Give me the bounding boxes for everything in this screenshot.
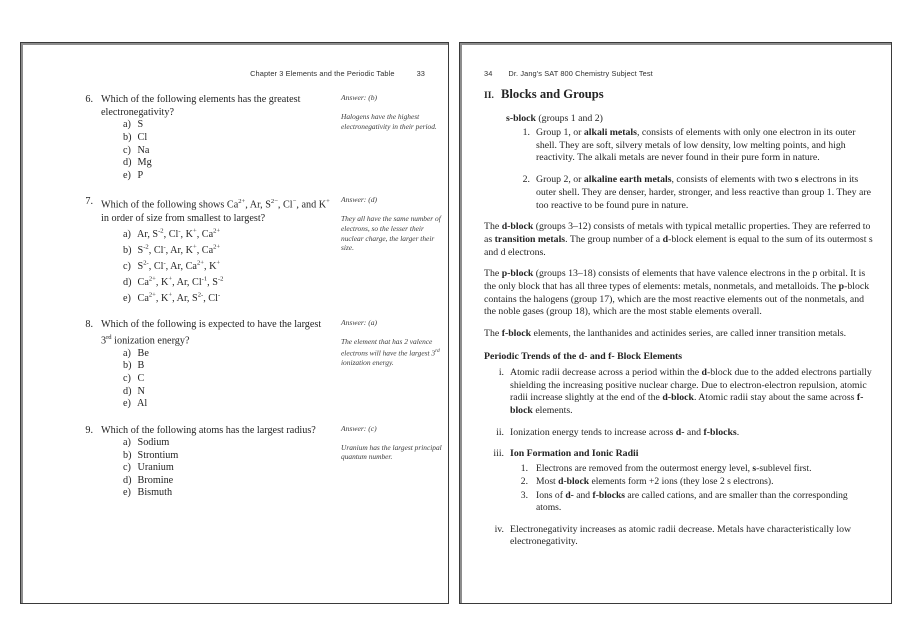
right-page xyxy=(459,42,892,604)
body-paragraph: The f-block elements, the lanthanides and actinides series, are called inner transition metals. xyxy=(484,328,847,340)
list-marker: 3. xyxy=(520,489,528,501)
body-paragraph: The d-block (groups 3–12) consists of metals with typical metallic properties. They are referred to as transition metals. The group number of a d-block element is equal to the sum of its outermost s and d electrons. xyxy=(484,221,873,258)
question-option[interactable] xyxy=(123,348,333,361)
question-option[interactable] xyxy=(123,289,333,305)
option-label: d) xyxy=(123,157,132,169)
question-option[interactable] xyxy=(123,386,333,399)
s-block-label: s-block (groups 1 and 2) xyxy=(506,113,603,124)
question-options xyxy=(101,437,333,500)
list-item: iii. Ion Formation and Ionic Radii 1. Electrons are removed from the outermost energy level, s-sublevel first. 2. Most d-block elements form +2 ions (they lose 2 s electrons). 3. Ions of d- and f-blocks are called cations, and are smaller than the corresponding atoms. xyxy=(484,448,874,514)
question-number: 8. xyxy=(85,319,93,331)
list-marker: iii. xyxy=(493,448,504,460)
question-stem: Which of the following atoms has the largest radius? xyxy=(101,424,316,436)
question-block xyxy=(79,423,442,500)
list-item: i. Atomic radii decrease across a period within the d-block due to the added electrons partially shielding the increasing positive nuclear charge. Due to electron-electron repulsion, atomic radii increase slightly at the end of the d-block. Atomic radii stay about the same across f-block elements. xyxy=(484,367,874,418)
sub-list-item: 2. Most d-block elements form +2 ions (they lose 2 s electrons). xyxy=(510,476,874,488)
option-label: d) xyxy=(123,276,132,288)
question-options xyxy=(101,225,333,305)
question-row xyxy=(79,195,439,305)
option-text: $S^{2-}$, Cl-, Ar, $Ca^{2+}$, K+ xyxy=(137,259,221,272)
question-block xyxy=(79,318,439,411)
question-option[interactable] xyxy=(123,475,333,488)
block-paragraphs xyxy=(484,221,874,341)
question-option[interactable] xyxy=(123,398,333,411)
question-list xyxy=(79,93,442,513)
option-label: c) xyxy=(123,373,131,385)
question-option[interactable] xyxy=(123,462,333,475)
question-option[interactable] xyxy=(123,119,333,132)
sub-list xyxy=(510,463,874,515)
left-page-content xyxy=(21,43,448,603)
list-marker: 1. xyxy=(522,127,530,138)
question-row xyxy=(79,93,439,182)
option-text: Bromine xyxy=(137,474,174,486)
answer-explanation: The element that has 2 valence electrons will have the largest 3rd ionization energy. xyxy=(341,337,440,367)
question-block xyxy=(79,93,439,182)
answer-annotation xyxy=(341,195,445,252)
option-text: Na xyxy=(137,144,150,156)
answer-key: Answer: (c) xyxy=(341,423,377,433)
question-number: 7. xyxy=(85,196,93,208)
question-option[interactable] xyxy=(123,145,333,158)
list-marker: iv. xyxy=(494,523,504,535)
option-text: C xyxy=(137,373,145,385)
question-option[interactable] xyxy=(123,257,333,273)
question-options xyxy=(101,119,333,182)
list-marker: 2. xyxy=(520,476,528,488)
option-text: S xyxy=(137,119,144,131)
question-body xyxy=(101,424,333,500)
option-text: $Ca^{2+}$, K+, Ar, $Cl^{-1}$, $S^{-2}$ xyxy=(137,275,224,288)
option-label: b) xyxy=(123,449,132,461)
option-label: c) xyxy=(123,144,131,156)
right-page-body xyxy=(484,87,874,558)
question-option[interactable] xyxy=(123,225,333,241)
right-page-content xyxy=(460,43,891,603)
option-text: Al xyxy=(136,398,148,410)
option-label: c) xyxy=(123,260,131,272)
option-text: Bismuth xyxy=(137,487,173,499)
s-block-list xyxy=(484,127,874,212)
option-text: N xyxy=(137,385,145,397)
option-text: Uranium xyxy=(137,462,174,474)
question-option[interactable] xyxy=(123,273,333,289)
option-label: d) xyxy=(123,385,132,397)
periodic-trends-heading: Periodic Trends of the d- and f- Block Elements xyxy=(484,350,683,362)
answer-explanation: Uranium has the largest principal quantum number. xyxy=(341,442,442,462)
option-label: e) xyxy=(123,398,131,410)
left-running-head-chapter: Chapter 3 Elements and the Periodic Table xyxy=(250,69,395,78)
option-label: a) xyxy=(123,119,131,131)
question-option[interactable] xyxy=(123,487,333,500)
option-label: c) xyxy=(123,462,131,474)
question-row xyxy=(79,318,439,411)
option-label: e) xyxy=(123,292,131,304)
option-text: $Ca^{2+}$, K+, Ar, $S^{2-}$, Cl- xyxy=(137,291,221,304)
option-label: b) xyxy=(123,244,132,256)
answer-explanation: They all have the same number of electrons, so the lesser their nuclear charge, the larger their size. xyxy=(341,214,441,253)
question-stem: Which of the following elements has the greatest electronegativity? xyxy=(101,94,301,119)
question-row xyxy=(79,423,442,500)
option-text: Sodium xyxy=(137,437,170,449)
question-body xyxy=(101,318,333,411)
left-running-head xyxy=(21,69,425,78)
answer-key: Answer: (b) xyxy=(341,93,378,102)
question-number: 6. xyxy=(85,94,93,105)
option-text: Cl xyxy=(137,132,148,143)
list-item: ii. Ionization energy tends to increase across d- and f-blocks. xyxy=(484,427,874,440)
body-paragraph: The p-block (groups 13–18) consists of elements that have valence electrons in the p orbital. It is the only block that has all three types of elements: metals, nonmetals, and metalloids. The p-block contains the halogens (group 17), which are the most reactive elements out of the nonmetals, and the noble gases (group 18), which are the most stable elements overall. xyxy=(484,268,870,318)
list-marker: 2. xyxy=(522,174,530,186)
option-text: $S^{-2}$, Cl-, Ar, K+, $Ca^{2+}$ xyxy=(137,243,221,256)
sub-list-item: 3. Ions of d- and f-blocks are called cations, and are smaller than the corresponding atoms. xyxy=(510,490,874,515)
list-item: iv. Electronegativity increases as atomic radii decrease. Metals have characteristically low electronegativity. xyxy=(484,524,874,549)
list-marker: ii. xyxy=(496,426,504,438)
left-page-number: 33 xyxy=(416,69,425,78)
option-text: Ar, $S^{-2}$, Cl-, K+, $Ca^{2+}$ xyxy=(136,227,221,240)
question-stem: Which of the following shows $Ca^{2+}$, Ar, $S^{2-}$, Cl−, and K+ in order of size from smallest to largest? xyxy=(101,198,330,224)
question-option[interactable] xyxy=(123,132,333,145)
option-label: a) xyxy=(123,228,131,240)
question-options xyxy=(101,348,333,411)
periodic-trends-list xyxy=(484,367,874,549)
left-page xyxy=(20,42,449,604)
option-text: P xyxy=(137,169,144,181)
option-text: B xyxy=(137,360,145,372)
list-marker: 1. xyxy=(520,463,528,475)
answer-annotation xyxy=(341,424,445,462)
option-label: b) xyxy=(123,132,132,143)
section-heading xyxy=(484,87,874,103)
right-running-head xyxy=(484,69,653,78)
question-option[interactable] xyxy=(123,373,333,386)
list-item: 1. Group 1, or alkali metals, consists of elements with only one electron in its outer shell. They are soft, silvery metals of low density, low melting points, and high reactivity. The alkali metals are never found in their pure form in nature. xyxy=(484,127,874,165)
option-label: b) xyxy=(123,360,132,372)
right-running-head-title: Dr. Jang's SAT 800 Chemistry Subject Test xyxy=(508,69,653,78)
answer-key: Answer: (d) xyxy=(341,195,378,205)
question-option[interactable] xyxy=(123,360,333,373)
option-text: Mg xyxy=(137,157,152,169)
answer-annotation xyxy=(341,93,445,131)
right-page-number: 34 xyxy=(484,69,493,78)
question-option[interactable] xyxy=(123,170,333,183)
answer-key: Answer: (a) xyxy=(341,318,378,328)
question-option[interactable] xyxy=(123,241,333,257)
option-label: e) xyxy=(123,169,131,181)
question-block xyxy=(79,195,439,305)
question-number: 9. xyxy=(85,424,93,436)
question-body xyxy=(101,93,333,182)
option-text: Be xyxy=(137,347,149,359)
list-item: 2. Group 2, or alkaline earth metals, consists of elements with two s electrons in its outer shell. They are denser, harder, stronger, and less reactive than group 1. They are too reactive to be found pure in nature. xyxy=(484,174,874,212)
section-title: Blocks and Groups xyxy=(501,87,604,101)
option-label: d) xyxy=(123,474,132,486)
list-marker: i. xyxy=(498,366,504,378)
option-label: a) xyxy=(123,437,131,449)
question-option[interactable] xyxy=(123,450,333,463)
question-stem: Which of the following is expected to have the largest 3rd ionization energy? xyxy=(101,319,322,347)
section-numeral: II. xyxy=(484,90,494,101)
answer-explanation: Halogens have the highest electronegativity in their period. xyxy=(341,112,437,131)
question-option[interactable] xyxy=(123,437,333,450)
option-label: a) xyxy=(123,347,131,359)
question-body xyxy=(101,195,333,305)
sub-list-item: 1. Electrons are removed from the outermost energy level, s-sublevel first. xyxy=(510,463,874,475)
answer-annotation xyxy=(341,318,445,367)
question-option[interactable] xyxy=(123,157,333,170)
option-label: e) xyxy=(123,487,131,499)
option-text: Strontium xyxy=(137,449,179,461)
